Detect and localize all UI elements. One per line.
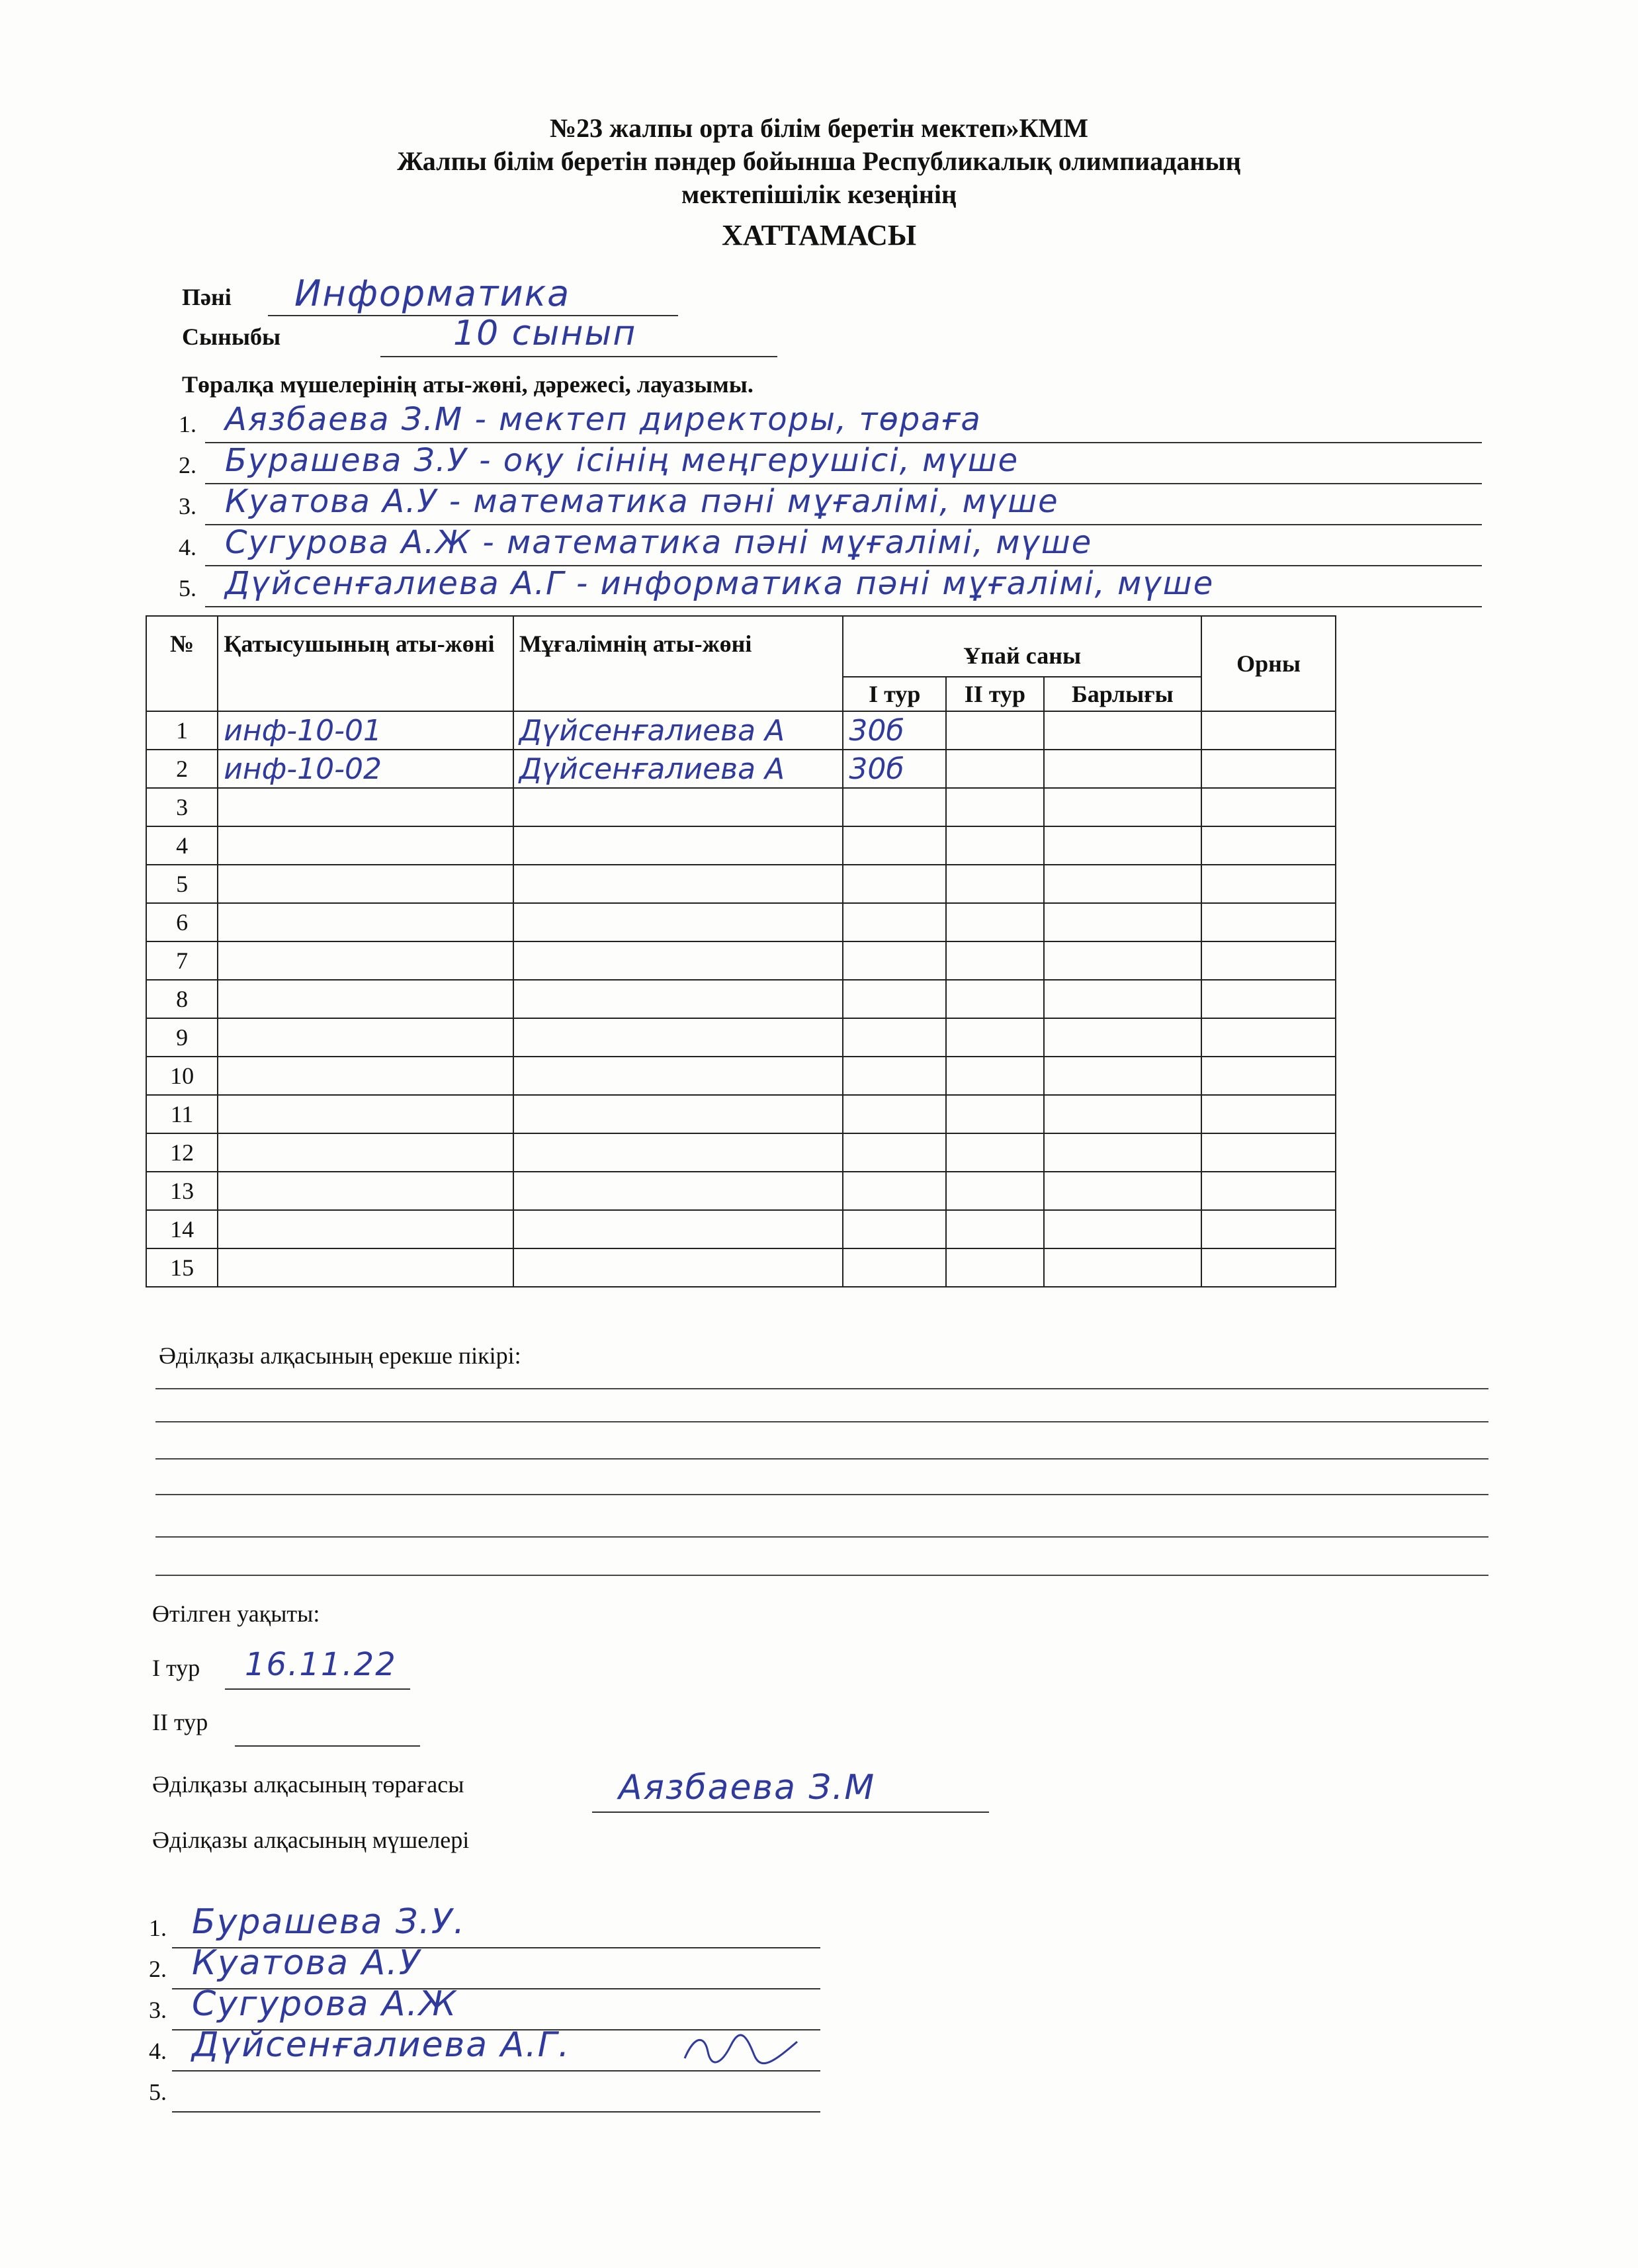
- participant-cell[interactable]: [218, 903, 513, 941]
- total-score-cell[interactable]: [1044, 826, 1201, 865]
- header-protocol-title: ХАТТАМАСЫ: [721, 219, 917, 251]
- opinion-line[interactable]: [155, 1575, 1488, 1576]
- table-row: [146, 1018, 1336, 1057]
- round1-score-cell[interactable]: [843, 1248, 946, 1287]
- total-score-cell[interactable]: [1044, 1172, 1201, 1210]
- member-number: 5.: [179, 575, 196, 601]
- total-score-cell[interactable]: [1044, 1248, 1201, 1287]
- total-score-cell[interactable]: [1044, 711, 1201, 750]
- round1-score-cell[interactable]: [843, 903, 946, 941]
- teacher-cell[interactable]: [513, 1248, 843, 1287]
- participant-cell[interactable]: [218, 1133, 513, 1172]
- round1-score-cell[interactable]: [843, 788, 946, 826]
- place-cell[interactable]: [1201, 750, 1336, 788]
- teacher-cell[interactable]: [513, 865, 843, 903]
- table-row: [146, 1210, 1336, 1248]
- table-header-row: [146, 616, 1336, 677]
- table-row: [146, 750, 1336, 788]
- opinion-line[interactable]: [155, 1458, 1488, 1460]
- total-score-cell[interactable]: [1044, 865, 1201, 903]
- place-cell[interactable]: [1201, 1057, 1336, 1095]
- opinion-line[interactable]: [155, 1388, 1488, 1389]
- jury-member: [149, 1902, 877, 1948]
- round1-score-cell[interactable]: [843, 980, 946, 1018]
- row-number: 14: [146, 1210, 218, 1248]
- jury-member-field[interactable]: [172, 2025, 820, 2072]
- round2-score-cell[interactable]: [946, 941, 1044, 980]
- row-number: 11: [146, 1095, 218, 1133]
- jury-member-name: Бурашева З.У.: [192, 1902, 466, 1942]
- col-place-header: Орны: [1201, 616, 1336, 711]
- table-row: [146, 1248, 1336, 1287]
- jury-member-field[interactable]: [172, 2073, 820, 2113]
- round1-field[interactable]: [225, 1647, 410, 1690]
- jury-member: [149, 1943, 877, 1989]
- round2-field[interactable]: [235, 1707, 420, 1747]
- row-number: 8: [146, 980, 218, 1018]
- total-score-cell[interactable]: [1044, 1057, 1201, 1095]
- round1-score-cell[interactable]: 30б: [843, 711, 946, 750]
- member-number: 3.: [179, 493, 196, 519]
- member-field[interactable]: [205, 442, 1482, 484]
- member-field[interactable]: [205, 483, 1482, 525]
- total-score-cell[interactable]: [1044, 1210, 1201, 1248]
- total-score-cell[interactable]: [1044, 941, 1201, 980]
- teacher-cell[interactable]: [513, 826, 843, 865]
- round2-score-cell[interactable]: [946, 826, 1044, 865]
- teacher-cell[interactable]: [513, 1057, 843, 1095]
- total-score-cell[interactable]: [1044, 1133, 1201, 1172]
- participant-cell[interactable]: [218, 1057, 513, 1095]
- member-field[interactable]: [205, 524, 1482, 566]
- round1-score-cell[interactable]: [843, 865, 946, 903]
- round2-score-cell[interactable]: [946, 1133, 1044, 1172]
- round2-score-cell[interactable]: [946, 1248, 1044, 1287]
- round1-score-cell[interactable]: [843, 1210, 946, 1248]
- place-cell[interactable]: [1201, 788, 1336, 826]
- participant-cell[interactable]: [218, 1018, 513, 1057]
- round1-score-cell[interactable]: [843, 1133, 946, 1172]
- teacher-cell[interactable]: [513, 1095, 843, 1133]
- participant-cell[interactable]: [218, 941, 513, 980]
- place-cell[interactable]: [1201, 1095, 1336, 1133]
- teacher-cell[interactable]: [513, 1210, 843, 1248]
- table-row: [146, 941, 1336, 980]
- signature-mark: [681, 2032, 800, 2072]
- place-cell[interactable]: [1201, 711, 1336, 750]
- jury-member-name: Сугурова А.Ж: [192, 1984, 458, 2024]
- subject-field[interactable]: [268, 273, 678, 316]
- jury-member-number: 1.: [149, 1915, 167, 1941]
- place-cell[interactable]: [1201, 1018, 1336, 1057]
- teacher-cell[interactable]: [513, 1018, 843, 1057]
- participant-cell[interactable]: [218, 865, 513, 903]
- table-row: [146, 826, 1336, 865]
- teacher-cell[interactable]: [513, 1172, 843, 1210]
- teacher-cell[interactable]: Дүйсенғалиева А: [513, 711, 843, 750]
- total-score-cell[interactable]: [1044, 750, 1201, 788]
- place-cell[interactable]: [1201, 1210, 1336, 1248]
- total-score-cell[interactable]: [1044, 903, 1201, 941]
- results-table: [146, 615, 1336, 1287]
- row-number: 3: [146, 788, 218, 826]
- table-row: [146, 1172, 1336, 1210]
- committee-member: [179, 565, 1488, 607]
- row-number: 5: [146, 865, 218, 903]
- class-label: Сыныбы: [182, 324, 281, 350]
- jury-member-number: 3.: [149, 1997, 167, 2023]
- col-round1-header: І тур: [843, 677, 946, 711]
- place-cell[interactable]: [1201, 865, 1336, 903]
- participant-cell[interactable]: [218, 1210, 513, 1248]
- round2-score-cell[interactable]: [946, 750, 1044, 788]
- participant-cell[interactable]: [218, 826, 513, 865]
- place-cell[interactable]: [1201, 1133, 1336, 1172]
- place-cell[interactable]: [1201, 1248, 1336, 1287]
- place-cell[interactable]: [1201, 1172, 1336, 1210]
- jury-members-label: Әділқазы алқасының мүшелері: [152, 1827, 470, 1853]
- jury-member-number: 2.: [149, 1956, 167, 1982]
- participant-cell[interactable]: [218, 788, 513, 826]
- jury-member-field[interactable]: [172, 1984, 820, 2030]
- subject-value: Информатика: [294, 273, 571, 314]
- round1-score-cell[interactable]: [843, 1172, 946, 1210]
- row-number: 9: [146, 1018, 218, 1057]
- place-cell[interactable]: [1201, 826, 1336, 865]
- col-number-header: №: [146, 616, 218, 711]
- teacher-cell[interactable]: [513, 1133, 843, 1172]
- member-number: 2.: [179, 452, 196, 478]
- member-text: Дүйсенғалиева А.Г - информатика пәні мұғалімі, мүше: [225, 565, 1215, 602]
- jury-chair-label: Әділқазы алқасының төрағасы: [152, 1771, 464, 1798]
- row-number: 10: [146, 1057, 218, 1095]
- row-number: 1: [146, 711, 218, 750]
- member-text: Бурашева З.У - оқу ісінің меңгерушісі, мүше: [225, 442, 1019, 479]
- table-row: [146, 980, 1336, 1018]
- member-field[interactable]: [205, 565, 1482, 607]
- jury-member-number: 5.: [149, 2079, 167, 2105]
- col-score-header: Ұпай саны: [843, 616, 1201, 677]
- total-score-cell[interactable]: [1044, 980, 1201, 1018]
- round1-score-cell[interactable]: [843, 941, 946, 980]
- place-cell[interactable]: [1201, 980, 1336, 1018]
- committee-heading: Төралқа мүшелерінің аты-жөні, дәрежесі, лауазымы.: [182, 371, 754, 398]
- jury-member-field[interactable]: [172, 1902, 820, 1948]
- place-cell[interactable]: [1201, 903, 1336, 941]
- header-stage: мектепішілік кезеңінің: [681, 179, 957, 209]
- round2-score-cell[interactable]: [946, 1057, 1044, 1095]
- header-olympiad-title: Жалпы білім беретін пәндер бойынша Республикалық олимпиаданың: [397, 146, 1241, 176]
- round2-score-cell[interactable]: [946, 1018, 1044, 1057]
- row-number: 6: [146, 903, 218, 941]
- opinion-line[interactable]: [155, 1421, 1488, 1422]
- place-cell[interactable]: [1201, 941, 1336, 980]
- table-row: [146, 865, 1336, 903]
- participant-cell[interactable]: [218, 1095, 513, 1133]
- header-school-name: №23 жалпы орта білім беретін мектеп»КММ: [549, 113, 1089, 143]
- table-row: [146, 1057, 1336, 1095]
- member-field[interactable]: [205, 401, 1482, 443]
- class-field[interactable]: [380, 314, 777, 357]
- teacher-cell[interactable]: [513, 903, 843, 941]
- jury-member: [149, 2025, 877, 2072]
- teacher-cell[interactable]: [513, 941, 843, 980]
- round2-score-cell[interactable]: [946, 903, 1044, 941]
- jury-member-field[interactable]: [172, 1943, 820, 1989]
- teacher-cell[interactable]: Дүйсенғалиева А: [513, 750, 843, 788]
- round1-score-cell[interactable]: [843, 1095, 946, 1133]
- opinion-line[interactable]: [155, 1494, 1488, 1495]
- jury-chair-value: Аязбаева З.М: [619, 1768, 876, 1808]
- committee-member: [179, 401, 1488, 443]
- round1-date: 16.11.22: [245, 1646, 397, 1683]
- jury-member-name: Дүйсенғалиева А.Г.: [192, 2025, 571, 2065]
- round2-score-cell[interactable]: [946, 1172, 1044, 1210]
- subject-label: Пәні: [182, 284, 232, 310]
- member-text: Куатова А.У - математика пәні мұғалімі, мүше: [225, 483, 1059, 520]
- results-body: [146, 711, 1336, 1287]
- participant-cell[interactable]: инф-10-02: [218, 750, 513, 788]
- committee-member: [179, 483, 1488, 525]
- jury-member-name: Куатова А.У: [192, 1943, 421, 1983]
- table-row: [146, 1095, 1336, 1133]
- round2-score-cell[interactable]: [946, 711, 1044, 750]
- row-number: 12: [146, 1133, 218, 1172]
- opinion-line[interactable]: [155, 1536, 1488, 1538]
- round1-label: І тур: [152, 1655, 200, 1681]
- round2-score-cell[interactable]: [946, 1095, 1044, 1133]
- col-teacher-header: Мұғалімнің аты-жөні: [513, 616, 843, 711]
- jury-chair-field[interactable]: [592, 1768, 989, 1813]
- total-score-cell[interactable]: [1044, 788, 1201, 826]
- table-row: [146, 711, 1336, 750]
- round2-score-cell[interactable]: [946, 788, 1044, 826]
- total-score-cell[interactable]: [1044, 1018, 1201, 1057]
- member-number: 4.: [179, 534, 196, 560]
- opinion-label: Әділқазы алқасының ерекше пікірі:: [159, 1342, 521, 1369]
- round1-score-cell[interactable]: [843, 826, 946, 865]
- committee-member: [179, 442, 1488, 484]
- participant-cell[interactable]: [218, 980, 513, 1018]
- round2-label: ІІ тур: [152, 1709, 208, 1735]
- participant-cell[interactable]: инф-10-01: [218, 711, 513, 750]
- member-text: Сугурова А.Ж - математика пәні мұғалімі, мүше: [225, 524, 1093, 561]
- round1-score-cell[interactable]: 30б: [843, 750, 946, 788]
- table-row: [146, 903, 1336, 941]
- time-label: Өтілген уақыты:: [152, 1600, 320, 1627]
- round2-score-cell[interactable]: [946, 980, 1044, 1018]
- committee-member: [179, 524, 1488, 566]
- total-score-cell[interactable]: [1044, 1095, 1201, 1133]
- row-number: 2: [146, 750, 218, 788]
- teacher-cell[interactable]: [513, 980, 843, 1018]
- col-total-header: Барлығы: [1044, 677, 1201, 711]
- member-text: Аязбаева З.М - мектеп директоры, төраға: [225, 401, 982, 438]
- row-number: 4: [146, 826, 218, 865]
- round2-score-cell[interactable]: [946, 865, 1044, 903]
- round1-score-cell[interactable]: [843, 1057, 946, 1095]
- col-round2-header: ІІ тур: [946, 677, 1044, 711]
- jury-member: [149, 2073, 877, 2113]
- row-number: 15: [146, 1248, 218, 1287]
- round1-score-cell[interactable]: [843, 1018, 946, 1057]
- round2-score-cell[interactable]: [946, 1210, 1044, 1248]
- col-participant-header: Қатысушының аты-жөні: [218, 616, 513, 711]
- jury-member-number: 4.: [149, 2038, 167, 2064]
- teacher-cell[interactable]: [513, 788, 843, 826]
- table-row: [146, 788, 1336, 826]
- row-number: 13: [146, 1172, 218, 1210]
- participant-cell[interactable]: [218, 1172, 513, 1210]
- class-value: 10 сынып: [453, 314, 637, 353]
- row-number: 7: [146, 941, 218, 980]
- table-row: [146, 1133, 1336, 1172]
- participant-cell[interactable]: [218, 1248, 513, 1287]
- member-number: 1.: [179, 411, 196, 437]
- jury-member: [149, 1984, 877, 2030]
